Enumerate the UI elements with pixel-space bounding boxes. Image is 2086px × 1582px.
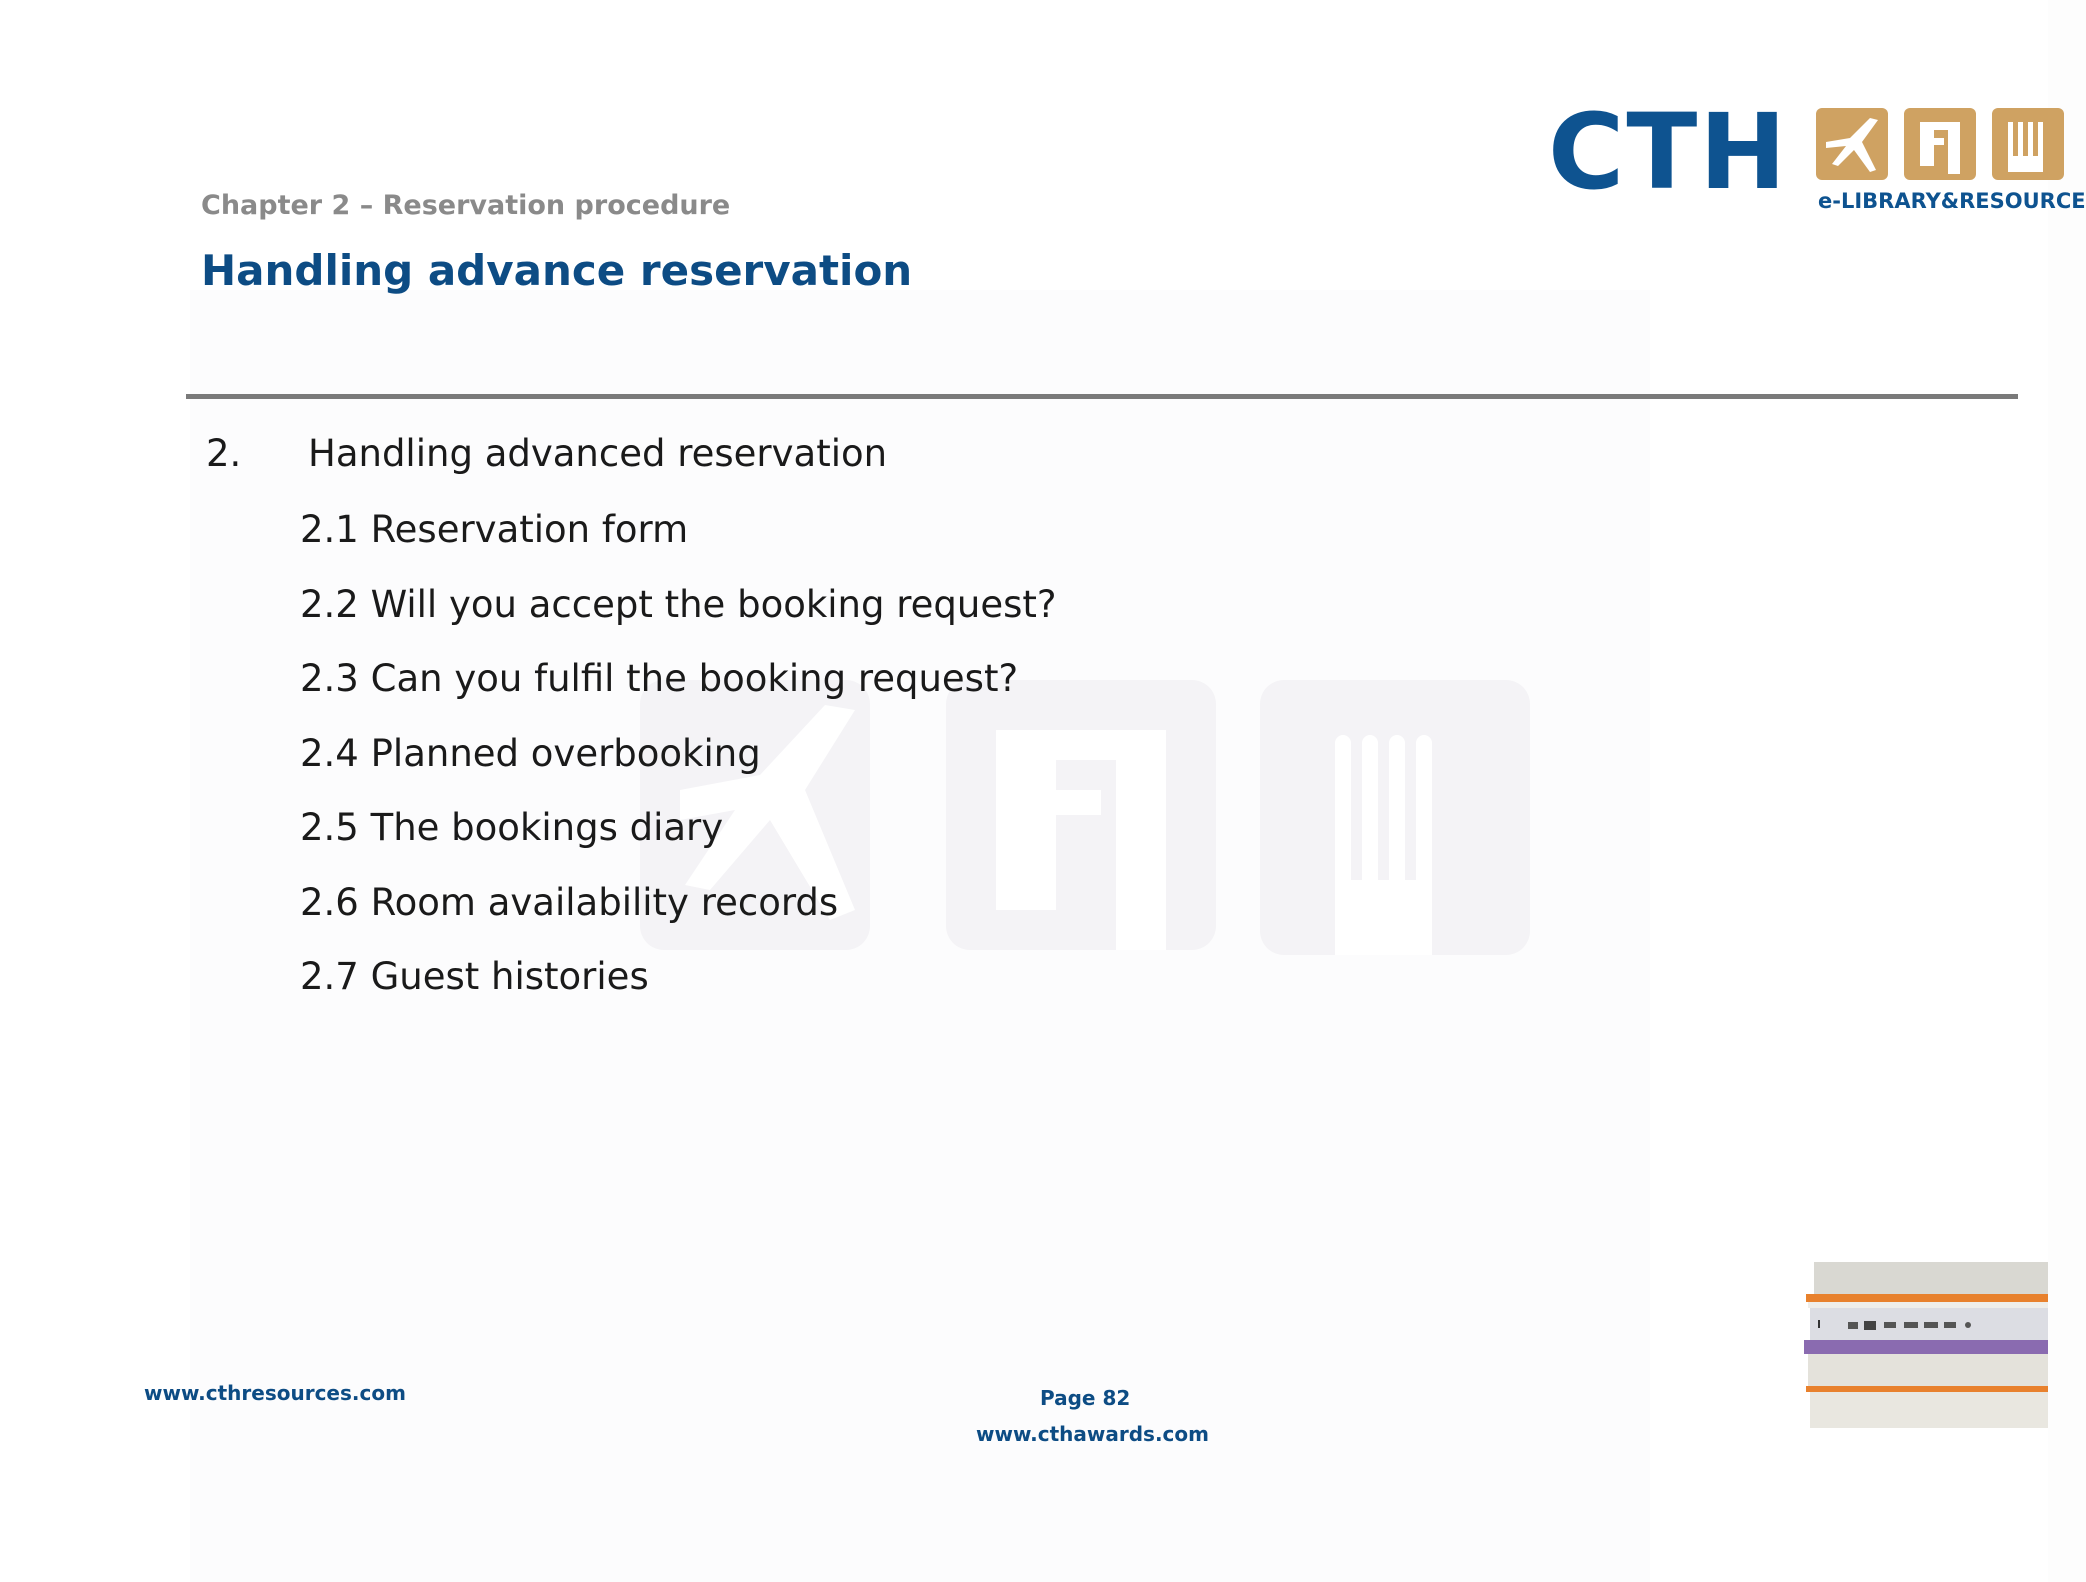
page-title: Handling advance reservation (201, 246, 913, 295)
list-item: 2.2 Will you accept the booking request? (300, 582, 1057, 626)
section-heading (206, 432, 887, 475)
header-divider (186, 394, 2018, 399)
list-item: 2.7 Guest histories (300, 955, 649, 998)
building-icon (1904, 108, 1976, 180)
list-item: 2.1 Reservation form (300, 508, 689, 551)
airplane-icon (1816, 108, 1888, 180)
chapter-heading: Chapter 2 – Reservation procedure (201, 190, 731, 221)
list-item: 2.3 Can you fulfil the booking request? (300, 657, 1019, 700)
footer-resources-link[interactable]: www.cthresources.com (144, 1381, 406, 1405)
subsection-list (300, 504, 1057, 1026)
footer-awards-link[interactable]: www.cthawards.com (976, 1422, 1209, 1446)
section-label: Handling advanced reservation (308, 432, 888, 475)
list-item: 2.4 Planned overbooking (300, 731, 761, 775)
page-number: Page 82 (1040, 1386, 1131, 1410)
list-item: 2.5 The bookings diary (300, 806, 724, 849)
list-item: 2.6 Room availability records (300, 880, 839, 924)
cth-logo (1548, 91, 2086, 225)
fork-icon (1992, 108, 2064, 180)
logo-tagline: e-LIBRARY&RESOURCE (1818, 189, 2086, 213)
section-number: 2. (206, 432, 242, 475)
book-stack-image (1800, 1262, 2048, 1432)
logo-wordmark: CTH (1548, 91, 1789, 213)
